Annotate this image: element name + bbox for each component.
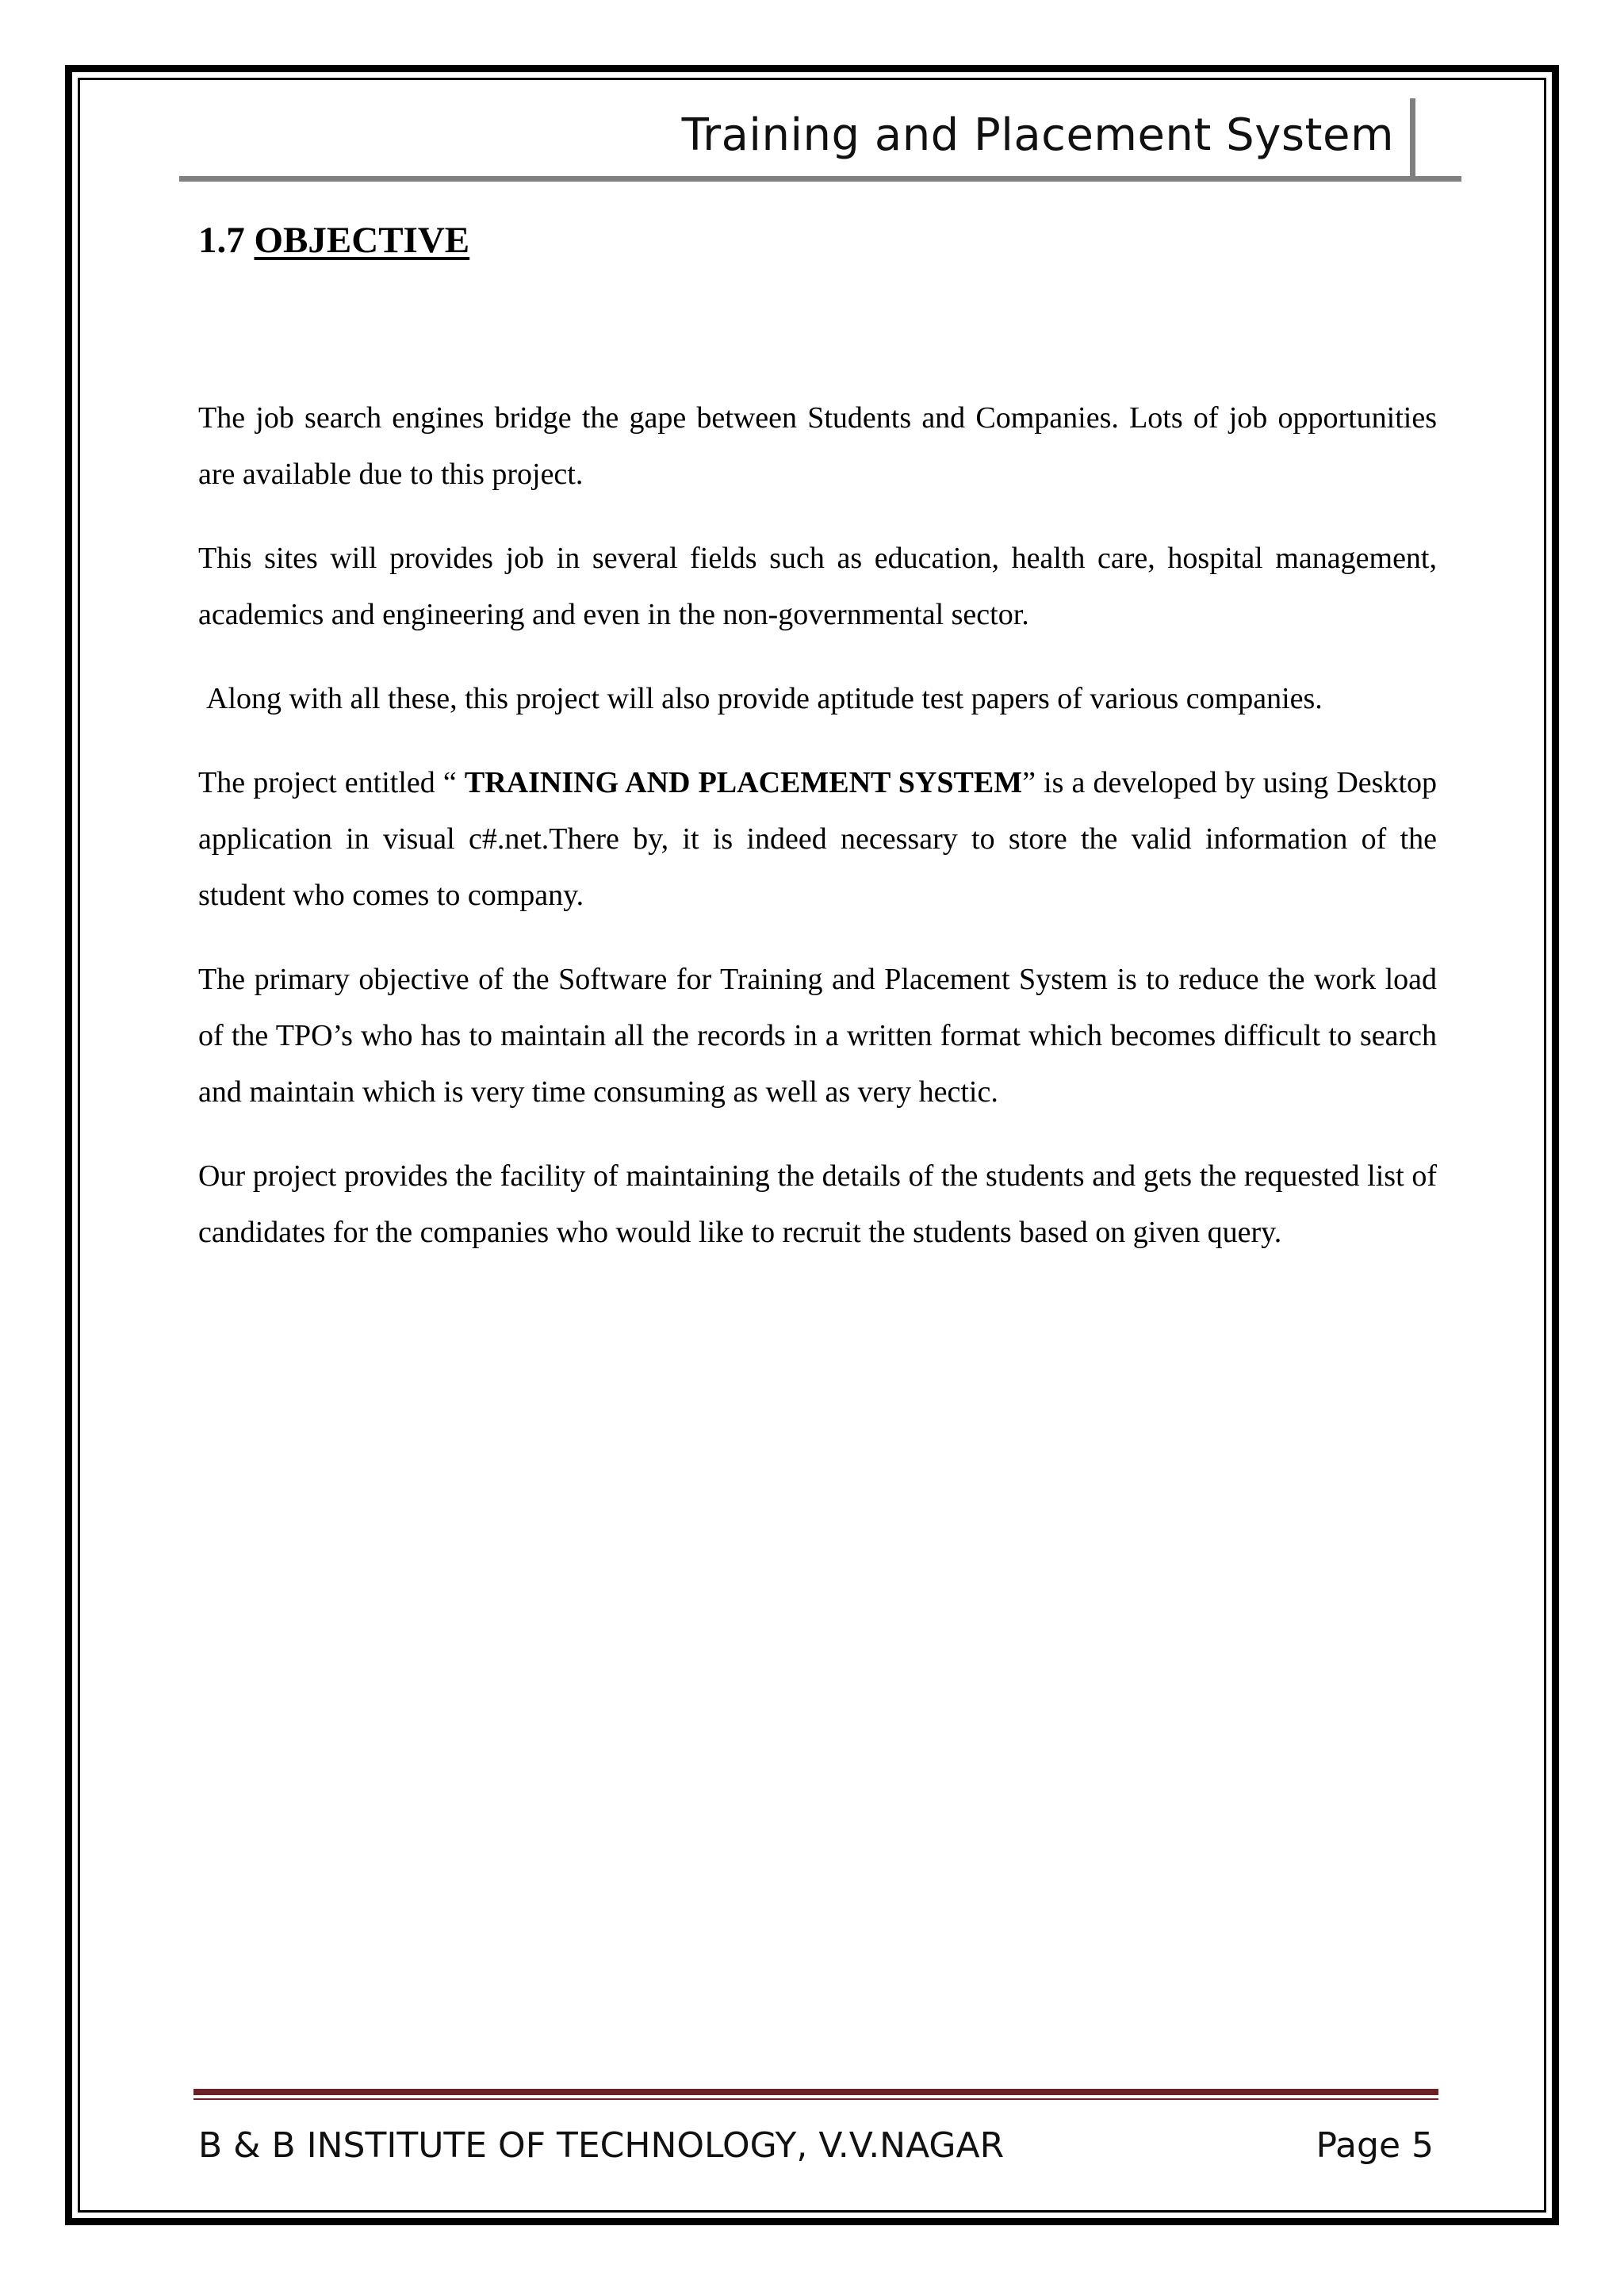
paragraph: Along with all these, this project will also provide aptitude test papers of various companies. bbox=[206, 682, 1323, 715]
footer-institute: B & B INSTITUTE OF TECHNOLOGY, V.V.NAGAR bbox=[198, 2125, 1005, 2166]
header-vertical-bar bbox=[1410, 98, 1415, 182]
section-title: OBJECTIVE bbox=[254, 220, 470, 261]
project-name-bold: TRAINING AND PLACEMENT SYSTEM bbox=[464, 766, 1023, 799]
footer-page-number: Page 5 bbox=[1316, 2125, 1434, 2166]
header-rule bbox=[179, 176, 1461, 182]
section-number: 1.7 bbox=[198, 220, 245, 261]
footer-rule-thin bbox=[193, 2098, 1438, 2100]
paragraph-text: ” is a developed by using Desktop application in visual c#.net.There by, it is indeed necessary to store the valid information of the student who comes to company. bbox=[198, 766, 1437, 912]
paragraph: Our project provides the facility of maintaining the details of the students and gets the requested list of candidates for the companies who would like to recruit the students based on given query. bbox=[198, 1159, 1437, 1249]
section-heading bbox=[198, 219, 469, 262]
body-content bbox=[198, 390, 1437, 1289]
footer-rule-thick bbox=[193, 2089, 1438, 2095]
paragraph: The job search engines bridge the gape between Students and Companies. Lots of job opportunities are available due to this project. bbox=[198, 401, 1437, 491]
paragraph-text: The project entitled “ bbox=[198, 766, 465, 799]
paragraph: The primary objective of the Software for Training and Placement System is to reduce the work load of the TPO’s who has to maintain all the records in a written format which becomes difficult to search and maintain which is very time consuming as well as very hectic. bbox=[198, 963, 1437, 1109]
paragraph: This sites will provides job in several fields such as education, health care, hospital management, academics and engineering and even in the non-governmental sector. bbox=[198, 542, 1437, 631]
paragraph bbox=[198, 755, 1437, 924]
header-title: Training and Placement System bbox=[681, 109, 1394, 161]
